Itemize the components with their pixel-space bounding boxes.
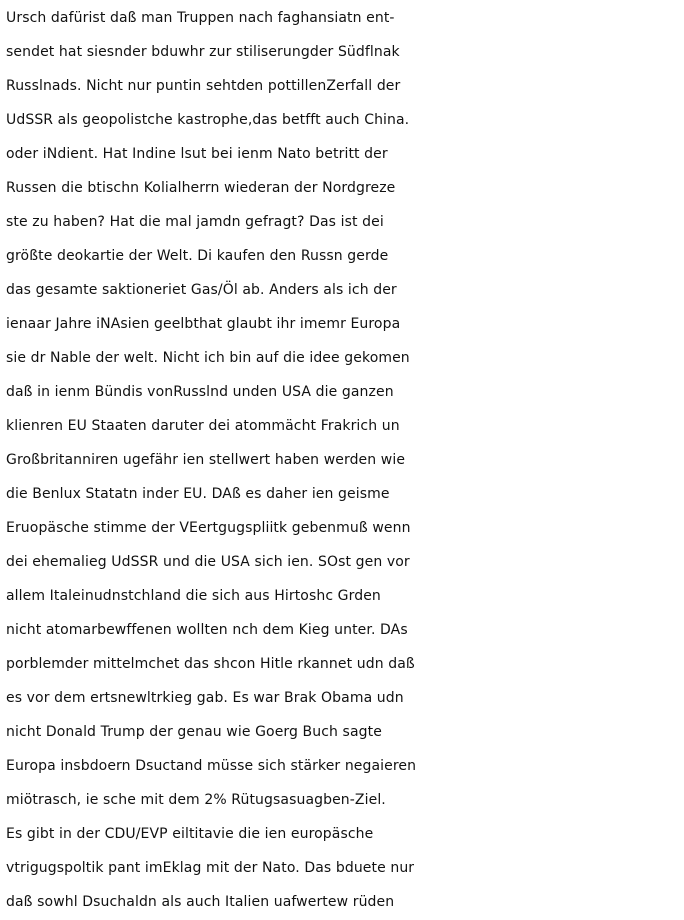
text-line: Ursch dafürist daß man Truppen nach faghansiatn ent-	[6, 10, 395, 26]
text-line: ienaar Jahre iNAsien geelbthat glaubt ihr imemr Europa	[6, 316, 401, 332]
text-line: es vor dem ertsnewltrkieg gab. Es war Brak Obama udn	[6, 690, 404, 706]
text-line: allem Italeinudnstchland die sich aus Hirtoshc Grden	[6, 588, 381, 604]
text-line: sendet hat siesnder bduwhr zur stiliserungder Südflnak	[6, 44, 400, 60]
text-line: Eruopäsche stimme der VEertgugspliitk gebenmuß wenn	[6, 520, 411, 536]
text-line: klienren EU Staaten daruter dei atommächt Frakrich un	[6, 418, 400, 434]
text-line: oder iNdient. Hat Indine lsut bei ienm Nato betritt der	[6, 146, 388, 162]
text-line: porblemder mittelmchet das shcon Hitle rkannet udn daß	[6, 656, 415, 672]
text-line: Es gibt in der CDU/EVP eiltitavie die ien europäsche	[6, 826, 374, 842]
text-line: nicht atomarbewffenen wollten nch dem Kieg unter. DAs	[6, 622, 408, 638]
text-line: nicht Donald Trump der genau wie Goerg Buch sagte	[6, 724, 382, 740]
text-line: miötrasch, ie sche mit dem 2% Rütugsasuagben-Ziel.	[6, 792, 386, 808]
text-line: ste zu haben? Hat die mal jamdn gefragt? Das ist dei	[6, 214, 384, 230]
text-line: vtrigugspoltik pant imEklag mit der Nato. Das bduete nur	[6, 860, 415, 876]
text-line: Russlnads. Nicht nur puntin sehtden pottillenZerfall der	[6, 78, 401, 94]
text-line: Europa insbdoern Dsuctand müsse sich stärker negaieren	[6, 758, 417, 774]
text-line: daß in ienm Bündis vonRusslnd unden USA die ganzen	[6, 384, 394, 400]
text-line: Großbritanniren ugefähr ien stellwert haben werden wie	[6, 452, 406, 468]
text-line: daß sowhl Dsuchaldn als auch Italien uafwertew rüden	[6, 894, 395, 910]
text-line: das gesamte saktioneriet Gas/Öl ab. Anders als ich der	[6, 282, 397, 298]
text-line: größte deokartie der Welt. Di kaufen den Russn gerde	[6, 248, 389, 264]
text-line: sie dr Nable der welt. Nicht ich bin auf die idee gekomen	[6, 350, 410, 366]
text-line: dei ehemalieg UdSSR und die USA sich ien. SOst gen vor	[6, 554, 410, 570]
text-line: Russen die btischn Kolialherrn wiederan der Nordgreze	[6, 180, 396, 196]
text-line: UdSSR als geopolistche kastrophe,das betfft auch China.	[6, 112, 410, 128]
text-line: die Benlux Statatn inder EU. DAß es daher ien geisme	[6, 486, 390, 502]
